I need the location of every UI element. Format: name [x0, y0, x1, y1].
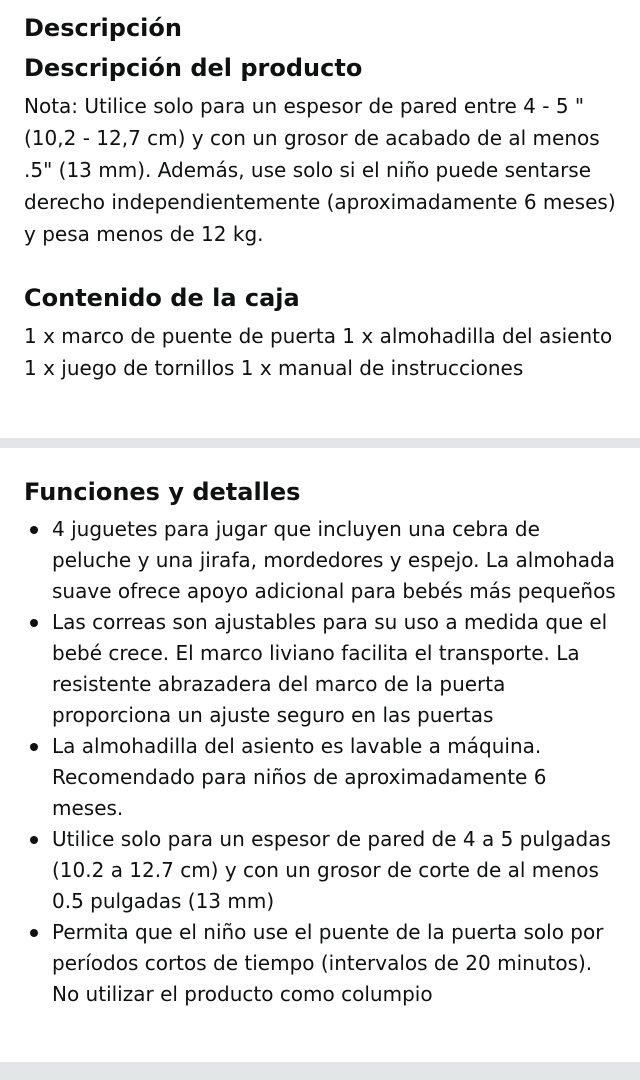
bullet-dot-icon	[30, 619, 38, 627]
product-description-heading: Descripción del producto	[24, 54, 363, 82]
feature-bullet	[24, 824, 616, 917]
section-divider	[0, 438, 640, 448]
features-section	[0, 476, 640, 1010]
feature-bullet	[24, 607, 616, 731]
box-contents-text: 1 x marco de puente de puerta 1 x almohadilla del asiento 1 x juego de tornillos 1 x manual de instrucciones	[24, 324, 613, 380]
feature-bullet-text: Las correas son ajustables para su uso a medida que el bebé crece. El marco liviano facilita el transporte. La resistente abrazadera del marco de la puerta proporciona un ajuste seguro en las puertas	[52, 610, 608, 727]
box-contents-heading: Contenido de la caja	[24, 284, 300, 312]
feature-bullet	[24, 514, 616, 607]
description-section	[0, 12, 640, 384]
feature-bullet-text: Permita que el niño use el puente de la puerta solo por períodos cortos de tiempo (intervalos de 20 minutos). No utilizar el producto como columpio	[52, 920, 604, 1006]
description-heading: Descripción	[24, 14, 182, 42]
bullet-dot-icon	[30, 836, 38, 844]
feature-bullet-text: 4 juguetes para jugar que incluyen una cebra de peluche y una jirafa, mordedores y espejo. La almohada suave ofrece apoyo adicional para bebés más pequeños	[52, 517, 616, 603]
feature-bullet-text: Utilice solo para un espesor de pared de 4 a 5 pulgadas (10.2 a 12.7 cm) y con un grosor de corte de al menos 0.5 pulgadas (13 mm)	[52, 827, 611, 913]
bullet-dot-icon	[30, 743, 38, 751]
bottom-edge-bar	[0, 1062, 640, 1080]
features-heading: Funciones y detalles	[24, 478, 301, 506]
feature-bullet-text: La almohadilla del asiento es lavable a máquina. Recomendado para niños de aproximadamente 6 meses.	[52, 734, 547, 820]
bullet-dot-icon	[30, 929, 38, 937]
bullet-dot-icon	[30, 526, 38, 534]
features-list	[24, 514, 616, 1010]
product-description-text: Nota: Utilice solo para un espesor de pared entre 4 - 5 " (10,2 - 12,7 cm) y con un grosor de acabado de al menos .5" (13 mm). Además, use solo si el niño puede sentarse derecho independientemente (aproximadamente 6 meses) y pesa menos de 12 kg.	[24, 94, 616, 246]
feature-bullet	[24, 731, 616, 824]
feature-bullet	[24, 917, 616, 1010]
scroll-fade	[0, 1048, 640, 1062]
